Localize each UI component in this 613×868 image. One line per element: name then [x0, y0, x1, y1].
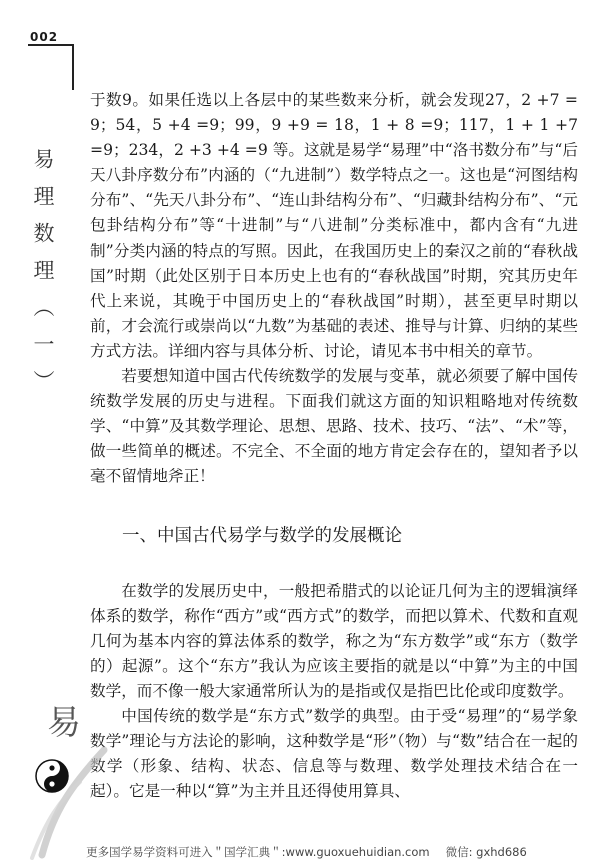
section-heading: 一、中国古代易学与数学的发展概论	[122, 525, 402, 546]
footer-text: 更多国学易学资料可进入＂国学汇典＂:www.guoxuehuidian.com	[86, 845, 430, 859]
page-number: 002	[30, 30, 59, 44]
paragraph-3: 在数学的发展历史中，一般把希腊式的以论证几何为主的逻辑演绎体系的数学，称作“西方”或“西方式”的数学，而把以算术、代数和直观几何为基本内容的算法体系的数学，称之为“东方数学”或“东方（数学的）起源”。这个“东方”我认为应该主要指的就是以“中算”为主的中国数学，而不像一般大家通常所认为的是指或仅是指巴比伦或印度数学。	[90, 581, 578, 700]
running-title: 易理数理（一）	[31, 148, 55, 407]
paragraph-4: 中国传统的数学是“东方式”数学的典型。由于受“易理”的“易学象数学”理论与方法论的影响，这种数学是“形”（物）与“数”结合在一起的数学（形象、结构、状态、信息等与数理、数学处理技术结合在一起）。它是一种以“算”为主并且还得使用算具、	[90, 707, 578, 801]
paragraph-1: 于数9。如果任选以上各层中的某些数来分析，就会发现27，2 +7 = 9；54，5 +4 =9；99，9 +9 = 18，1 + 8 =9；117，1 + 1 +7 =9；234，2 +3 +4 =9 等。这就是易学“易理”中“洛书数分布”与“后天八卦序数分布”内涵的（“九进制”）数学特点之一。这也是“河图结构分布”、“先天八卦分布”、“连山卦结构分布”、“归藏卦结构分布”、“元包卦结构分布”等“十进制”与“八进制”分类标准中，都内含有“九进制”分类内涵的特点的写照。因此，在我国历史上的秦汉之前的“春秋战国”时期（此处区别于日本历史上也有的“春秋战国”时期，究其历史年代上来说，其晚于中国历史上的“春秋战国”时期），甚至更早时期以前，才会流行或崇尚以“九数”为基础的表述、推导与计算、归纳的某些方式方法。详细内容与具体分析、讨论，请见本书中相关的章节。	[90, 91, 578, 360]
footer	[0, 844, 613, 860]
emblem-glyph: 易	[47, 703, 81, 743]
header-rule	[28, 44, 74, 46]
header-rule-vertical	[72, 44, 74, 90]
body-text	[90, 88, 578, 804]
paragraph-2: 若要想知道中国古代传统数学的发展与变革，就必须要了解中国传统数学发展的历史与进程。下面我们就这方面的知识粗略地对传统数学、“中算”及其数学理论、思想、思路、技术、技巧、“法”、“术”等，做一些简单的概述。不完全、不全面的地方肯定会存在的，望知者予以毫不留情地斧正！	[90, 367, 578, 486]
taiji-icon	[36, 760, 68, 792]
yin-yang-emblem	[20, 690, 110, 860]
footer-wechat: 微信: gxhd686	[445, 845, 527, 859]
